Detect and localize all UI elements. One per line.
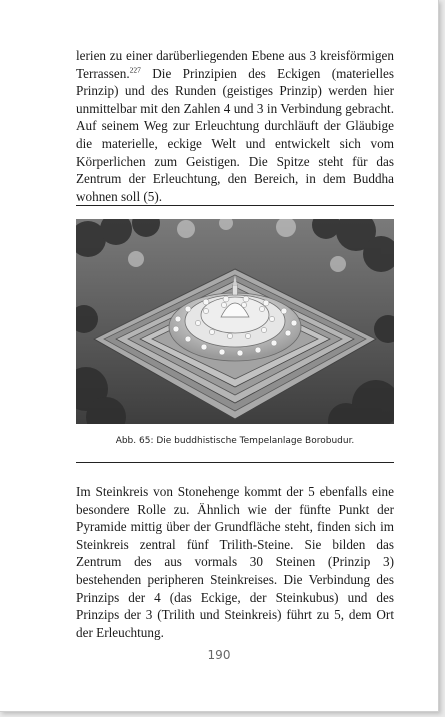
borobudur-photo bbox=[76, 219, 394, 424]
footnote-marker[interactable]: 227 bbox=[129, 65, 141, 75]
paragraph-1-text-a: lerien zu einer darüberliegenden Ebene aus 3 kreisförmigen Terrassen. bbox=[76, 48, 394, 81]
page-number: 190 bbox=[207, 648, 231, 662]
figure-caption: Abb. 65: Die buddhistische Tempelanlage Borobudur. bbox=[115, 436, 355, 446]
figure-bottom-rule bbox=[76, 462, 394, 463]
figure-top-rule bbox=[76, 205, 394, 206]
paragraph-stonehenge: Im Steinkreis von Stonehenge kommt der 5 ebenfalls eine besondere Rolle zu. Ähnlich wie der fünfte Punkt der Pyramide mittig über der Grundfläche steht, finden sich im Steinkreis zentral fünf Trilith-Steine. Sie bilden das Zentrum des aus vormals 30 Steinen (Prinzip 3) bestehenden peripheren Steinkreises. Die Verbindung des Prinzips der 4 (das Eckige, der Steinkubus) und des Prinzips der 3 (Trilith und Steinkreis) führt zu 5, dem Ort der Erleuchtung. bbox=[76, 484, 394, 640]
paragraph-1-text-b: Die Prinzipien des Eckigen (materielles Prinzip) und des Runden (geistiges Prinzip) werden hier unmittelbar mit den Zahlen 4 und 3 in Verbindung gebracht. Auf seinem Weg zur Erleuchtung durchläuft der Gläubige die materielle, eckige Welt und entwickelt sich vom Körperlichen zum Geistigen. Die Spitze steht für das Zentrum der Erleuchtung, den Bereich, in dem Buddha wohnen soll (5). bbox=[76, 65, 394, 204]
paragraph-borobudur bbox=[76, 47, 394, 205]
